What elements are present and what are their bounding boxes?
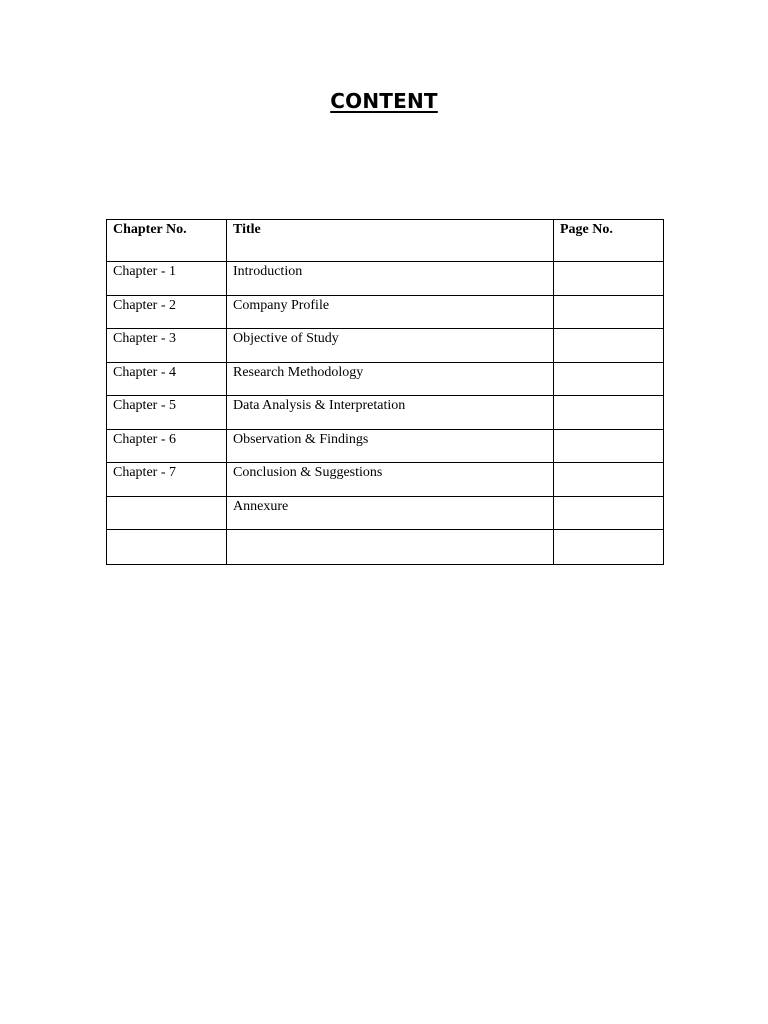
table-row: [107, 496, 664, 530]
cell-chapter-no: Chapter - 5: [107, 396, 227, 430]
table-row: [107, 463, 664, 497]
cell-page-no: [554, 362, 664, 396]
cell-title: Objective of Study: [227, 329, 554, 363]
cell-chapter-no: [107, 530, 227, 565]
cell-chapter-no: Chapter - 2: [107, 295, 227, 329]
cell-title: Introduction: [227, 262, 554, 296]
cell-title: Data Analysis & Interpretation: [227, 396, 554, 430]
cell-chapter-no: Chapter - 1: [107, 262, 227, 296]
cell-title: Annexure: [227, 496, 554, 530]
table-row: [107, 396, 664, 430]
cell-page-no: [554, 463, 664, 497]
table-row: [107, 295, 664, 329]
cell-title: Observation & Findings: [227, 429, 554, 463]
table-row: [107, 329, 664, 363]
cell-chapter-no: Chapter - 6: [107, 429, 227, 463]
cell-title: Conclusion & Suggestions: [227, 463, 554, 497]
cell-page-no: [554, 329, 664, 363]
cell-title: Company Profile: [227, 295, 554, 329]
cell-chapter-no: Chapter - 7: [107, 463, 227, 497]
table-row: [107, 429, 664, 463]
cell-page-no: [554, 396, 664, 430]
contents-table: [106, 219, 664, 565]
page-title: CONTENT: [330, 89, 438, 113]
table-row: [107, 362, 664, 396]
cell-page-no: [554, 262, 664, 296]
cell-page-no: [554, 530, 664, 565]
cell-page-no: [554, 496, 664, 530]
cell-title: [227, 530, 554, 565]
header-title: Title: [227, 220, 554, 262]
header-page-no: Page No.: [554, 220, 664, 262]
cell-page-no: [554, 429, 664, 463]
header-chapter-no: Chapter No.: [107, 220, 227, 262]
table-header-row: [107, 220, 664, 262]
table-row: [107, 530, 664, 565]
cell-chapter-no: Chapter - 3: [107, 329, 227, 363]
cell-page-no: [554, 295, 664, 329]
cell-chapter-no: [107, 496, 227, 530]
table-row: [107, 262, 664, 296]
cell-chapter-no: Chapter - 4: [107, 362, 227, 396]
cell-title: Research Methodology: [227, 362, 554, 396]
